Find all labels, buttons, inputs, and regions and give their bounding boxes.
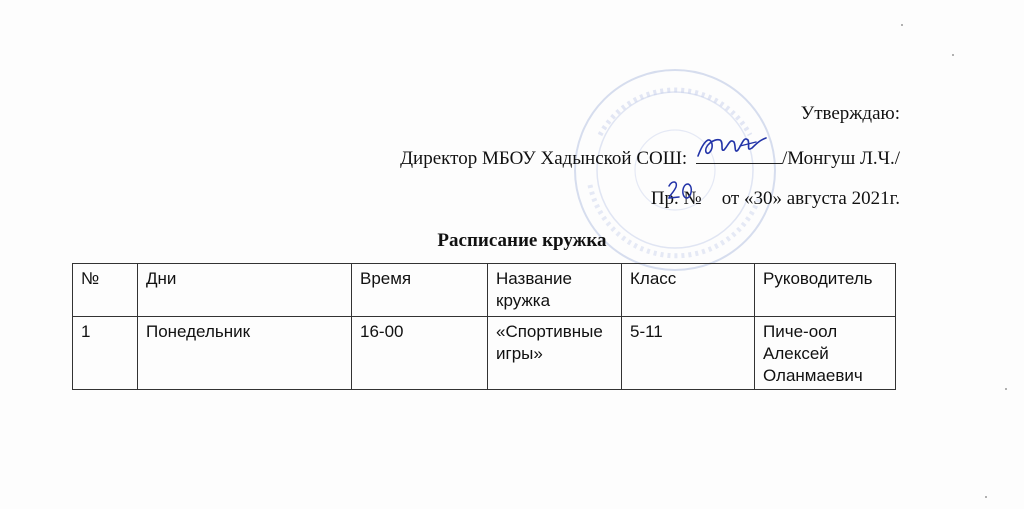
header-cell-club-name: Название кружка: [488, 264, 622, 317]
scan-speck: [901, 24, 903, 26]
header-cell-time: Время: [352, 264, 488, 317]
director-prefix: Директор МБОУ Хадынской СОШ:: [400, 148, 688, 169]
director-signature: [694, 130, 770, 166]
director-name: /Монгуш Л.Ч./: [781, 148, 900, 169]
header-cell-supervisor: Руководитель: [755, 264, 896, 317]
scan-speck: [952, 54, 954, 56]
cell-class: 5-11: [622, 317, 755, 390]
cell-time: 16-00: [352, 317, 488, 390]
cell-club-name: «Спортивные игры»: [488, 317, 622, 390]
handwritten-order-number: [666, 178, 696, 204]
header-cell-days: Дни: [138, 264, 352, 317]
cell-number: 1: [73, 317, 138, 390]
cell-supervisor: Пиче-оол Алексей Оланмаевич: [755, 317, 896, 390]
order-prefix: Пр. №: [650, 188, 702, 209]
header-cell-class: Класс: [622, 264, 755, 317]
order-date: от «30» августа 2021г.: [721, 188, 900, 209]
header-cell-number: №: [73, 264, 138, 317]
table-row: [73, 317, 896, 390]
cell-day: Понедельник: [138, 317, 352, 390]
schedule-table: [72, 263, 896, 390]
table-header-row: [73, 264, 896, 317]
approve-label: Утверждаю:: [800, 103, 900, 124]
director-line: [400, 145, 900, 170]
scan-speck: [1005, 388, 1007, 390]
document-title: Расписание кружка: [437, 230, 607, 251]
scan-speck: [985, 496, 987, 498]
